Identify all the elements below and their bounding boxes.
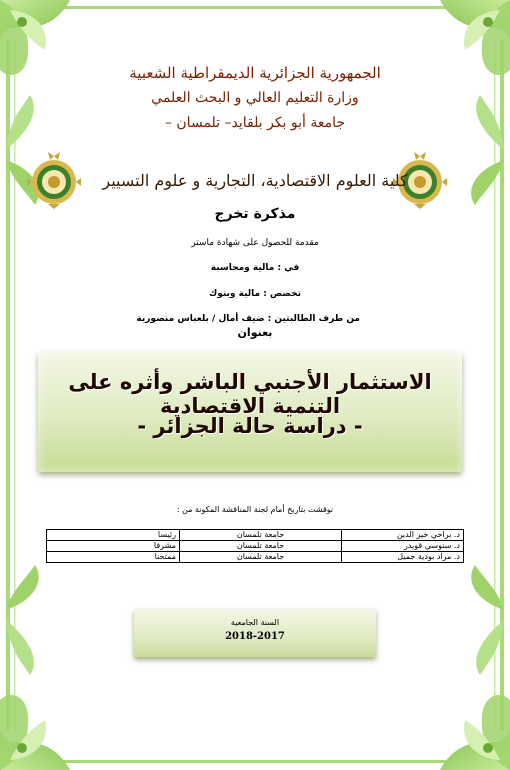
corner-ornament-bottom-right <box>440 695 510 770</box>
side-ornament-right-top <box>471 95 504 205</box>
jury-name: د. براحي خير الدين <box>342 530 464 541</box>
university-seal-icon-left <box>26 150 82 210</box>
jury-table <box>46 529 464 563</box>
bottom-border-line <box>60 760 450 763</box>
top-border-line <box>60 6 450 9</box>
memo-subtitle: مقدمة للحصول على شهادة ماستر <box>191 238 319 248</box>
jury-institution: جامعة تلمسان <box>180 552 342 563</box>
corner-ornament-bottom-left <box>0 695 70 770</box>
jury-role: مشرفا <box>47 541 180 552</box>
memo-specialty: تخصص : مالية وبنوك <box>208 289 301 299</box>
left-border-line-inner <box>14 40 16 730</box>
thesis-title-line1: الاستثمار الأجنبي الباشر وأثره على التنمية الاقتصادية <box>68 370 432 418</box>
university-heading: جامعة أبو بكر بلقايد– تلمسان – <box>164 115 346 131</box>
memo-title-label: بعنوان <box>237 326 273 339</box>
memo-students: من طرف الطالبتين : ضيف أمال / بلعباس منصورية <box>136 314 360 324</box>
academic-year-box <box>134 609 376 657</box>
thesis-title-line2: - دراسة حالة الجزائر - <box>137 414 363 438</box>
side-ornament-left-bottom <box>6 565 39 675</box>
faculty-heading: كلية العلوم الاقتصادية، التجارية و علوم التسيير <box>102 171 408 190</box>
table-row <box>47 552 464 563</box>
thesis-title-banner <box>38 352 462 472</box>
academic-year-value: 2018-2017 <box>225 631 285 642</box>
table-row <box>47 541 464 552</box>
memo-field: في : مالية ومحاسبة <box>210 263 300 273</box>
table-row <box>47 530 464 541</box>
jury-name: د. مراد بودية جميل <box>342 552 464 563</box>
jury-role: ممتحنا <box>47 552 180 563</box>
jury-role: رئيسا <box>47 530 180 541</box>
right-border-line-inner <box>494 40 496 730</box>
jury-institution: جامعة تلمسان <box>180 541 342 552</box>
jury-name: د. سنوسي قويدر <box>342 541 464 552</box>
jury-institution: جامعة تلمسان <box>180 530 342 541</box>
side-ornament-right-bottom <box>471 565 504 675</box>
jury-intro: نوقشت بتاريخ أمام لجنة المناقشة المكونة من : <box>176 505 334 514</box>
ministry-heading: وزارة التعليم العالي و البحث العلمي <box>151 90 359 106</box>
memo-title: مذكرة تخرج <box>214 206 296 222</box>
republic-heading: الجمهورية الجزائرية الديمقراطية الشعبية <box>129 64 381 82</box>
academic-year-label: السنة الجامعية <box>230 618 280 627</box>
